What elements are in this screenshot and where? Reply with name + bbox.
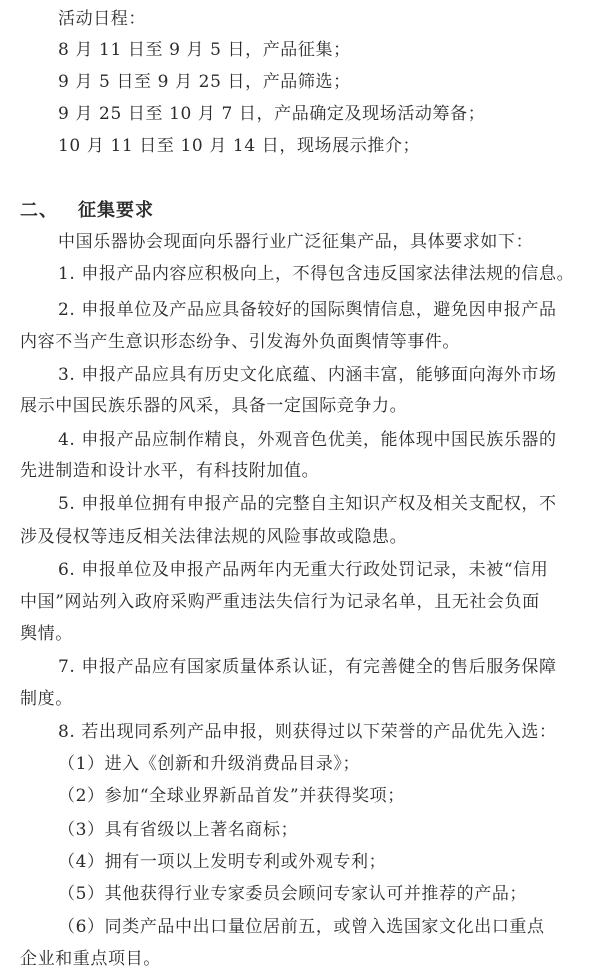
schedule-item: 8 月 11 日至 9 月 5 日，产品征集； <box>58 39 351 60</box>
requirement-line: 8. 若出现同系列产品申报，则获得过以下荣誉的产品优先入选： <box>58 722 557 743</box>
requirement-line: 涉及侵权等违反相关法律法规的风险事故或隐患。 <box>20 526 408 547</box>
requirement-line: 舆情。 <box>20 623 73 644</box>
requirement-line: 6. 申报单位及申报产品两年内无重大行政处罚记录，未被“信用 <box>58 559 549 580</box>
requirement-line: 展示中国民族乐器的风采，具备一定国际竞争力。 <box>20 396 408 417</box>
requirement-line: 中国”网站列入政府采购严重违法失信行为记录名单，且无社会负面 <box>20 591 540 612</box>
requirement-line: 7. 申报产品应有国家质量体系认证，有完善健全的售后服务保障 <box>58 657 557 677</box>
requirement-line: 5. 申报单位拥有申报产品的完整自主知识产权及相关支配权，不 <box>58 494 557 515</box>
honor-item: （1）进入《创新和升级消费品目录》； <box>58 754 361 775</box>
requirement-line: 先进制造和设计水平，有科技附加值。 <box>20 461 320 482</box>
honor-item: （6）同类产品中出口量位居前五，或曾入选国家文化出口重点 <box>58 916 545 937</box>
section-number: 二、 <box>20 199 58 221</box>
requirement-line: 4. 申报产品应制作精良，外观音色优美，能体现中国民族乐器的 <box>58 430 557 451</box>
honor-item: 企业和重点项目。 <box>20 949 161 969</box>
section-intro: 中国乐器协会现面向乐器行业广泛征集产品，具体要求如下： <box>58 231 534 252</box>
requirement-line: 内容不当产生意识形态纷争、引发海外负面舆情等事件。 <box>20 331 460 352</box>
requirement-line: 制度。 <box>20 689 73 710</box>
section-heading <box>20 200 154 222</box>
requirement-line: 2. 申报单位及产品应具备较好的国际舆情信息，避免因申报产品 <box>58 299 557 320</box>
honor-item: （3）具有省级以上著名商标； <box>58 819 299 840</box>
schedule-title: 活动日程： <box>58 8 146 29</box>
schedule-item: 9 月 5 日至 9 月 25 日，产品筛选； <box>58 72 351 93</box>
requirement-line: 3. 申报产品应具有历史文化底蕴、内涵丰富，能够面向海外市场 <box>58 365 557 386</box>
section-title: 征集要求 <box>78 199 154 221</box>
requirement-line: 1. 申报产品内容应积极向上，不得包含违反国家法律法规的信息。 <box>58 263 575 284</box>
honor-item: （4）拥有一项以上发明专利或外观专利； <box>58 851 387 872</box>
honor-item: （5）其他获得行业专家委员会顾问专家认可并推荐的产品； <box>58 883 528 904</box>
honor-item: （2）参加“全球业界新品首发”并获得奖项； <box>58 786 405 807</box>
schedule-item: 9 月 25 日至 10 月 7 日，产品确定及现场活动筹备； <box>58 104 486 125</box>
schedule-item: 10 月 11 日至 10 月 14 日，现场展示推介； <box>58 136 421 157</box>
